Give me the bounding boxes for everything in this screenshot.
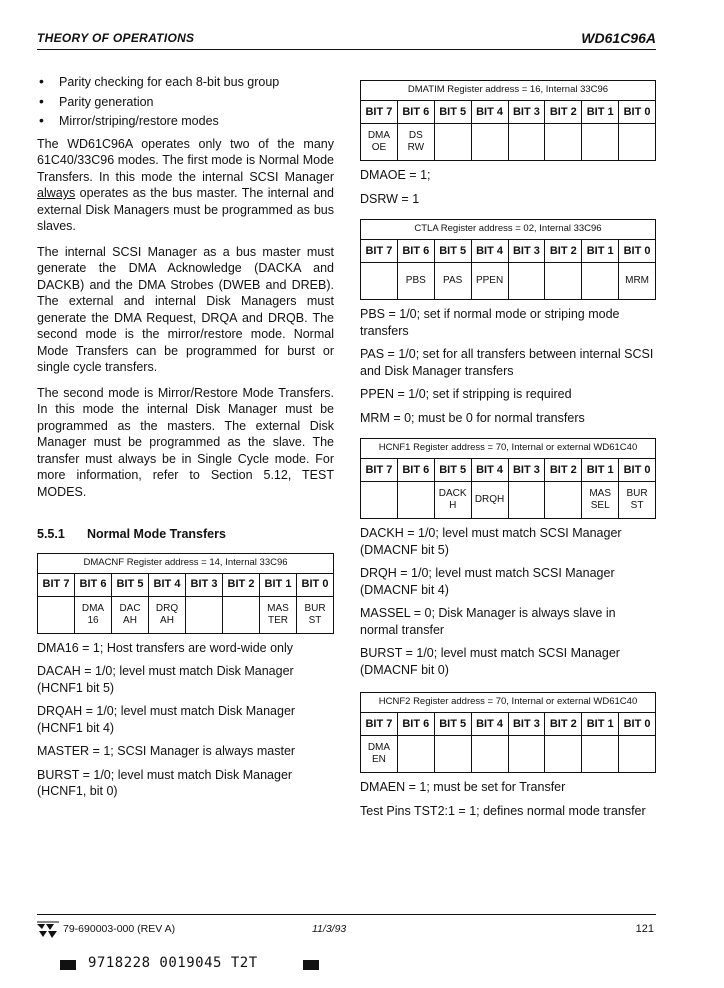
bit-field	[619, 482, 656, 519]
document-number: 79-690003-000 (REV A)	[63, 923, 176, 935]
bit-header: BIT 4	[471, 713, 508, 736]
bit-header: BIT 7	[361, 240, 398, 263]
bit-field-line: MRM	[625, 275, 649, 286]
list-item: • Parity generation	[37, 94, 334, 111]
note: Test Pins TST2:1 = 1; defines normal mode transfer	[360, 803, 646, 818]
bit-field	[112, 596, 149, 633]
bit-field	[361, 263, 398, 300]
bit-header: BIT 6	[397, 459, 434, 482]
bit-field	[397, 124, 434, 161]
bit-field	[361, 736, 398, 773]
bit-header: BIT 5	[434, 240, 471, 263]
bit-field	[434, 263, 471, 300]
bit-field-line: AH	[123, 614, 137, 626]
bit-header: BIT 7	[361, 713, 398, 736]
bit-field	[434, 124, 471, 161]
bit-field	[582, 263, 619, 300]
bit-field	[397, 263, 434, 300]
bit-field-line: BUR	[626, 488, 648, 499]
bit-field	[38, 596, 75, 633]
bit-field	[471, 263, 508, 300]
bit-header: BIT 4	[471, 240, 508, 263]
bit-field	[508, 736, 545, 773]
register-caption: CTLA Register address = 02, Internal 33C96	[361, 220, 656, 240]
bit-header: BIT 0	[619, 240, 656, 263]
bit-field	[545, 736, 582, 773]
register-caption: DMATIM Register address = 16, Internal 33C96	[361, 81, 656, 101]
running-header-section: THEORY OF OPERATIONS	[37, 31, 195, 45]
bit-field	[619, 736, 656, 773]
bit-header: BIT 2	[223, 573, 260, 596]
bit-field	[434, 482, 471, 519]
bit-field-line: DMA	[367, 130, 391, 141]
register-table-dmatim	[360, 80, 656, 161]
bit-header: BIT 7	[361, 101, 398, 124]
section-heading: 5.5.1 Normal Mode Transfers	[37, 527, 226, 541]
bit-field	[149, 596, 186, 633]
register-table-hcnf1	[360, 438, 656, 519]
bit-header: BIT 7	[361, 459, 398, 482]
bit-header: BIT 2	[545, 240, 582, 263]
bit-field-line: DRQ	[155, 602, 179, 614]
register-table-hcnf2	[360, 692, 656, 773]
running-header-part: WD61C96A	[581, 30, 656, 46]
bit-field-line: PAS	[443, 275, 463, 286]
bit-header: BIT 4	[149, 573, 186, 596]
bit-field-line: MAS	[267, 602, 289, 614]
paragraph-mirror-mode: The second mode is Mirror/Restore Mode Transfers. In this mode the internal Disk Manager must be programmed as the masters. The external Disk Manager must be programmed as the slave. The transfer must always be in Single Cycle mode. For more information, refer to Section 5.12, TEST MODES.	[37, 385, 334, 499]
bit-field-line: DMA	[367, 742, 391, 753]
bit-header: BIT 5	[434, 713, 471, 736]
paragraph-modes: The WD61C96A operates only two of the many 61C40/33C96 modes. The first mode is Normal Mode Transfers. In this mode the internal SCSI Manager always operates as the bus master. The internal and external Disk Managers must be programmed as bus slaves.	[37, 136, 334, 233]
bit-field-line: DRQH	[474, 494, 505, 505]
bit-field-line: ST	[308, 614, 322, 626]
feature-list	[37, 74, 334, 130]
footer-rule	[37, 914, 656, 915]
bit-field-line: BUR	[304, 602, 326, 614]
dmacnf-notes	[37, 640, 334, 800]
bit-field	[434, 736, 471, 773]
bit-field-line: ST	[630, 500, 644, 511]
bit-header: BIT 7	[38, 573, 75, 596]
bit-field	[508, 482, 545, 519]
bit-field-line: TER	[268, 614, 288, 626]
bit-header: BIT 1	[260, 573, 297, 596]
bit-header: BIT 4	[471, 101, 508, 124]
register-table-dmacnf	[37, 553, 334, 634]
barcode-mark-right	[303, 960, 319, 970]
note: DRQAH = 1/0; level must match Disk Manager (HCNF1 bit 4)	[37, 704, 296, 735]
bit-field	[75, 596, 112, 633]
note: DRQH = 1/0; level must match SCSI Manager (DMACNF bit 4)	[360, 566, 615, 597]
bit-field	[545, 482, 582, 519]
bit-field	[471, 482, 508, 519]
bit-header: BIT 5	[112, 573, 149, 596]
bit-field	[361, 482, 398, 519]
bit-header: BIT 0	[297, 573, 334, 596]
bit-header: BIT 2	[545, 459, 582, 482]
bit-field	[508, 263, 545, 300]
bit-field	[186, 596, 223, 633]
note: MRM = 0; must be 0 for normal transfers	[360, 410, 585, 425]
bit-field	[397, 482, 434, 519]
bit-field	[582, 736, 619, 773]
bit-header: BIT 6	[397, 101, 434, 124]
emphasis-always: always	[37, 186, 76, 200]
bit-field-line: MAS	[589, 488, 612, 499]
bit-field-line: DMA	[81, 602, 105, 614]
bit-header: BIT 3	[508, 459, 545, 482]
bit-field	[582, 124, 619, 161]
register-caption: HCNF1 Register address = 70, Internal or external WD61C40	[361, 439, 656, 459]
bit-field-line: OE	[371, 142, 387, 153]
list-item: • Mirror/striping/restore modes	[37, 113, 334, 130]
bit-header: BIT 0	[619, 713, 656, 736]
bit-field	[508, 124, 545, 161]
bit-header: BIT 6	[397, 713, 434, 736]
bit-field-line: PBS	[405, 275, 426, 286]
bit-field	[223, 596, 260, 633]
bit-field-line: RW	[407, 142, 425, 153]
bit-field-line: AH	[160, 614, 174, 626]
bit-field	[397, 736, 434, 773]
bit-field	[545, 263, 582, 300]
note: BURST = 1/0; level must match SCSI Manager (DMACNF bit 0)	[360, 646, 620, 677]
register-caption: DMACNF Register address = 14, Internal 33C96	[38, 553, 334, 573]
note: DACKH = 1/0; level must match SCSI Manager (DMACNF bit 5)	[360, 526, 622, 557]
bit-header: BIT 3	[508, 240, 545, 263]
paragraph-normal-mode: The internal SCSI Manager as a bus master must generate the DMA Acknowledge (DACKA and DACKB) and the DMA Strobes (DWEB and DREB). The external and internal Disk Managers must generate the DMA Request, DRQA and DRQB. The second mode is the mirror/restore mode. Normal Mode Transfers can be programmed for burst or single cycle transfers.	[37, 244, 334, 374]
bit-field-line: DS	[408, 130, 423, 141]
left-column	[37, 74, 334, 807]
bit-field	[619, 263, 656, 300]
revision-date: 11/3/93	[312, 923, 347, 935]
note: DMAEN = 1; must be set for Transfer	[360, 780, 566, 794]
bit-header: BIT 5	[434, 459, 471, 482]
bit-field	[619, 124, 656, 161]
bit-header: BIT 0	[619, 459, 656, 482]
note: DMAOE = 1;	[360, 168, 431, 182]
register-table-ctla	[360, 219, 656, 300]
note: DACAH = 1/0; level must match Disk Manager (HCNF1 bit 5)	[37, 664, 294, 695]
bit-field-line: 16	[87, 614, 99, 626]
bit-header: BIT 3	[186, 573, 223, 596]
note: DMA16 = 1; Host transfers are word-wide only	[37, 640, 294, 655]
note: PBS = 1/0; set if normal mode or striping mode transfers	[360, 307, 620, 338]
bit-field	[297, 596, 334, 633]
bit-header: BIT 6	[397, 240, 434, 263]
bit-header: BIT 1	[582, 459, 619, 482]
page-number: 121	[635, 923, 654, 935]
bit-header: BIT 1	[582, 713, 619, 736]
bit-field	[471, 736, 508, 773]
bit-header: BIT 2	[545, 713, 582, 736]
bit-field	[471, 124, 508, 161]
bit-header: BIT 1	[582, 240, 619, 263]
note: PAS = 1/0; set for all transfers between internal SCSI and Disk Manager transfers	[360, 347, 654, 378]
bit-header: BIT 1	[582, 101, 619, 124]
register-caption: HCNF2 Register address = 70, Internal or external WD61C40	[361, 693, 656, 713]
note: DSRW = 1	[360, 191, 420, 206]
right-column	[360, 80, 656, 826]
bit-header: BIT 4	[471, 459, 508, 482]
bit-field-line: SEL	[590, 500, 610, 511]
bit-header: BIT 3	[508, 713, 545, 736]
bit-field	[582, 482, 619, 519]
bit-field-line: PPEN	[475, 275, 504, 286]
company-logo-icon	[37, 921, 59, 939]
bit-field-line: EN	[371, 754, 386, 765]
bit-field-line: H	[449, 500, 457, 511]
note: PPEN = 1/0; set if stripping is required	[360, 387, 572, 401]
bit-field-line: DACK	[438, 488, 467, 499]
bit-field	[545, 124, 582, 161]
bit-field	[260, 596, 297, 633]
bit-field	[361, 124, 398, 161]
bit-header: BIT 6	[75, 573, 112, 596]
bit-header: BIT 0	[619, 101, 656, 124]
list-item: • Parity checking for each 8-bit bus group	[37, 74, 334, 91]
bit-header: BIT 2	[545, 101, 582, 124]
note: MASSEL = 0; Disk Manager is always slave in normal transfer	[360, 606, 616, 637]
barcode-mark-left	[60, 960, 76, 970]
barcode-text: 9718228 0019045 T2T	[88, 955, 258, 971]
note: BURST = 1/0; level must match Disk Manager (HCNF1, bit 0)	[37, 767, 293, 798]
bit-field-line: DAC	[119, 602, 141, 614]
bit-header: BIT 5	[434, 101, 471, 124]
note: MASTER = 1; SCSI Manager is always master	[37, 744, 296, 758]
bit-header: BIT 3	[508, 101, 545, 124]
header-rule	[37, 49, 656, 50]
